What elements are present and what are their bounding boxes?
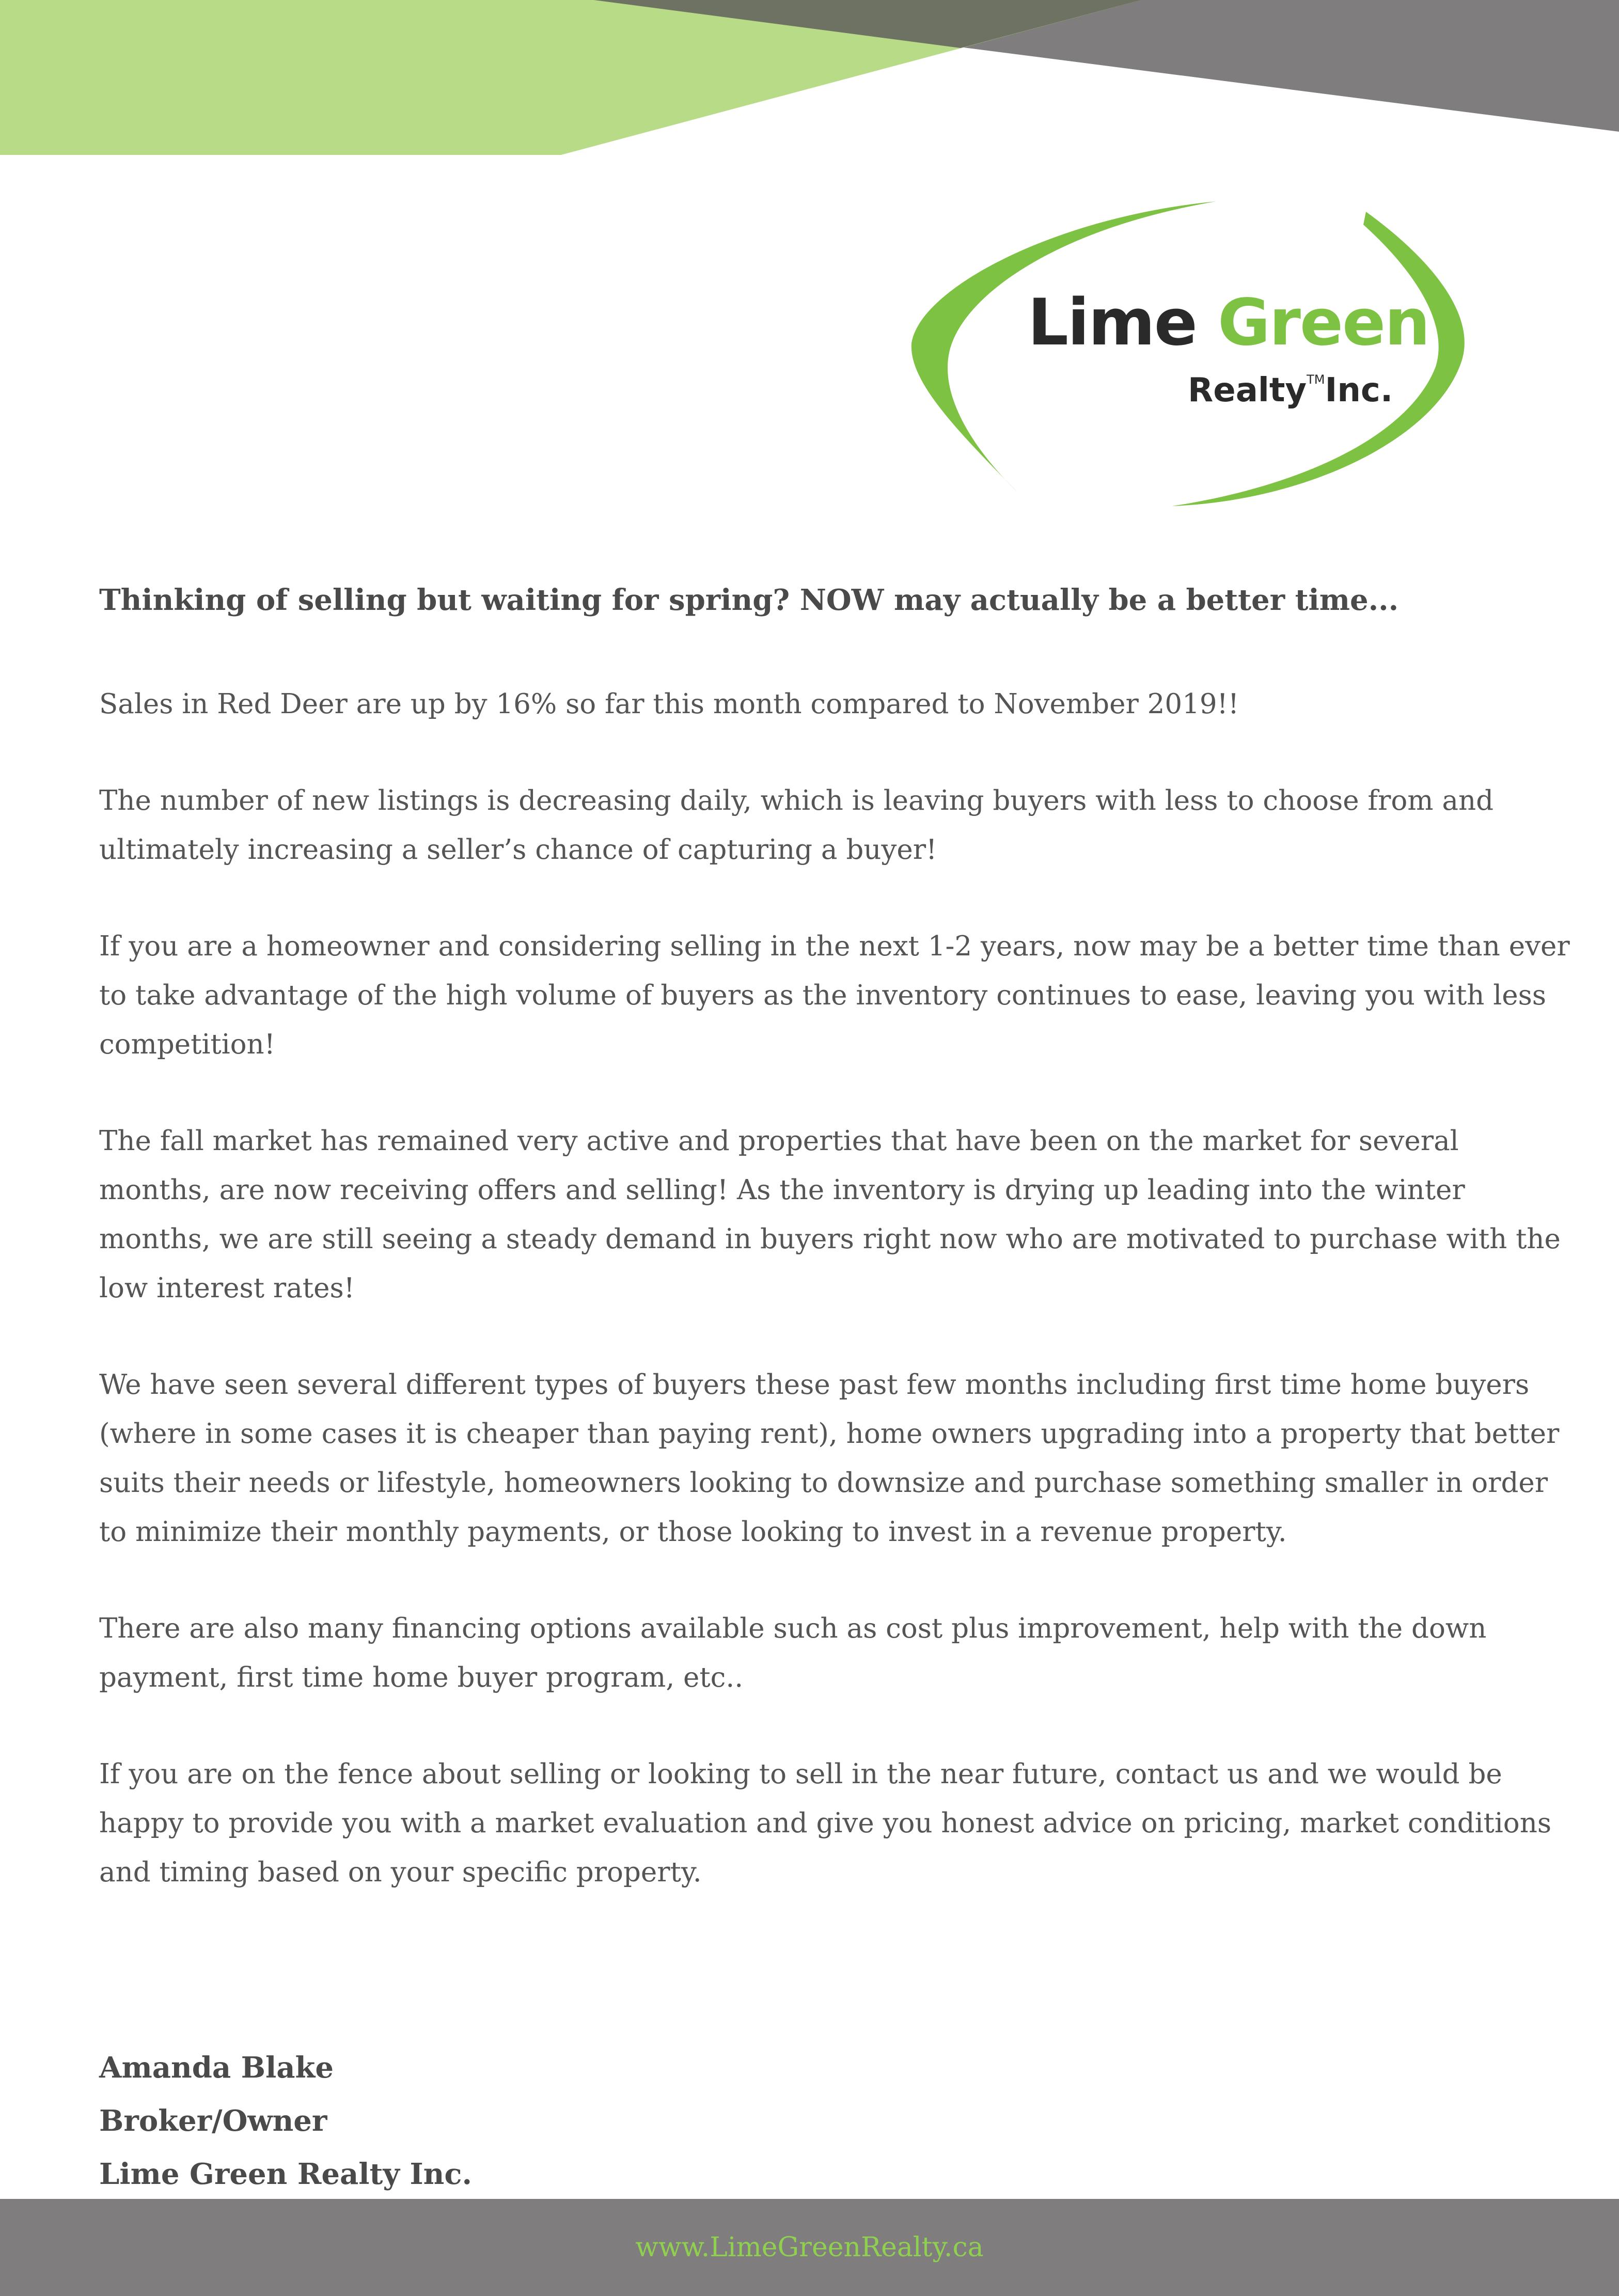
paragraph-fall-market: The fall market has remained very active and properties that have been on the market for several months, are now receiving offers and selling! As the inventory is drying up leading into the winter months, we are still seeing a steady demand in buyers right now who are motivated to purchase with the low interest rates! (99, 1125, 1561, 1304)
signature-block (99, 2041, 1576, 2201)
website-link[interactable]: www.LimeGreenRealty.ca (635, 2232, 984, 2263)
logo-word-lime: Lime (1028, 286, 1197, 360)
paragraph-sales: Sales in Red Deer are up by 16% so far this month compared to November 2019!! (99, 688, 1239, 720)
paragraph-contact: If you are on the fence about selling or looking to sell in the near future, contact us and we would be happy to provide you with a market evaluation and give you honest advice on pricing, market conditions and timing based on your specific property. (99, 1758, 1552, 1888)
paragraph-listings: The number of new listings is decreasing daily, which is leaving buyers with less to choose from and ultimately increasing a seller’s chance of capturing a buyer! (99, 785, 1494, 866)
paragraph-financing: There are also many financing options available such as cost plus improvement, help with the down payment, first time home buyer program, etc.. (99, 1613, 1487, 1693)
logo-inc: Inc. (1325, 371, 1393, 410)
signature-company: Lime Green Realty Inc. (99, 2157, 472, 2191)
paragraph-buyer-types: We have seen several different types of buyers these past few months including first time home buyers (where in some cases it is cheaper than paying rent), home owners upgrading into a property that better suits their needs or lifestyle, homeowners looking to downsize and purchase something smaller in order to minimize their monthly payments, or those looking to invest in a revenue property. (99, 1369, 1560, 1548)
letter-body (99, 577, 1576, 2201)
logo-subtitle (1188, 361, 1431, 408)
company-logo (899, 196, 1482, 516)
corner-decoration (0, 0, 1619, 155)
headline: Thinking of selling but waiting for spring? NOW may actually be a better time... (99, 583, 1399, 617)
logo-realty: Realty (1188, 371, 1307, 410)
paragraph-homeowner: If you are a homeowner and considering selling in the next 1-2 years, now may be a better time than ever to take advantage of the high volume of buyers as the inventory continues to ease, leaving you with less competition! (99, 931, 1570, 1060)
footer-bar (0, 2199, 1619, 2296)
signature-name: Amanda Blake (99, 2051, 334, 2085)
logo-name (1028, 286, 1429, 360)
logo-trademark: TM (1307, 372, 1325, 387)
signature-title: Broker/Owner (99, 2104, 327, 2138)
logo-word-green: Green (1218, 286, 1429, 360)
